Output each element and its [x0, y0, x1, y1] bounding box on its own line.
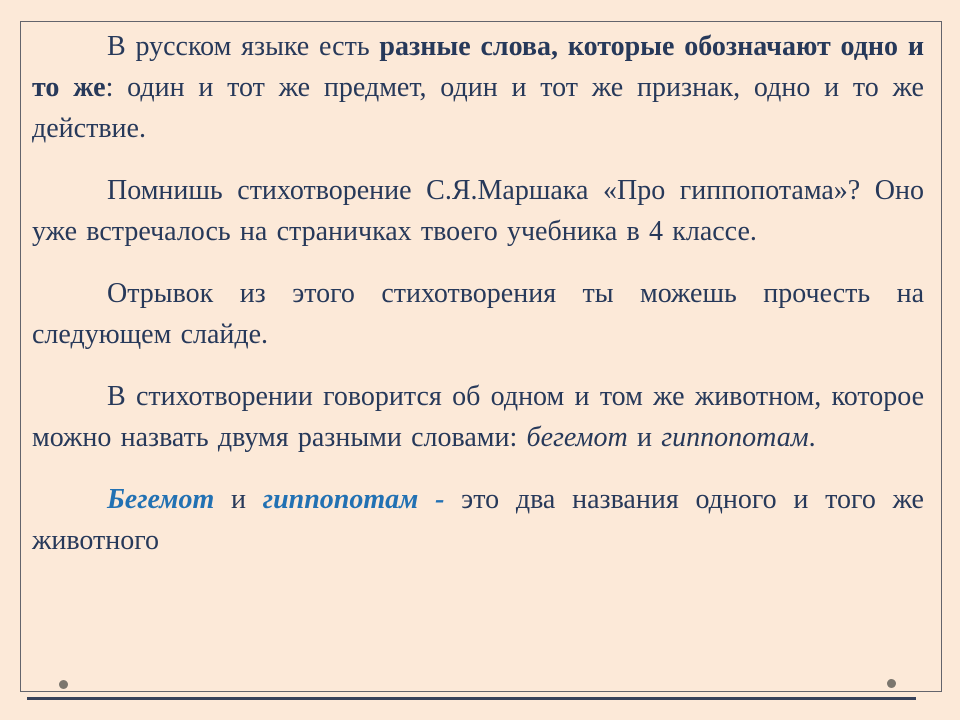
paragraph-5	[32, 479, 924, 561]
footer-line	[27, 697, 916, 700]
text-run-accent: Бегемот	[107, 484, 215, 515]
text-run-italic: гиппопотам	[661, 422, 809, 453]
text-run-normal: и	[214, 484, 263, 515]
text-run-normal: Отрывок из этого стихотворения ты можешь прочесть на следующем слайде.	[32, 278, 924, 350]
text-run-normal: В стихотворении говорится об одном и том же животном, которое можно назвать двумя разными словами:	[32, 381, 924, 453]
paragraph-2	[32, 170, 924, 252]
text-run-bold: разные слова, которые обозначают одно и то же	[32, 31, 924, 103]
footer-dot-right	[887, 679, 896, 688]
text-run-normal: и	[627, 422, 662, 453]
text-run-normal: : один и тот же предмет, один и тот же признак, одно и то же действие.	[32, 72, 924, 144]
paragraph-4	[32, 376, 924, 458]
text-run-italic: бегемот	[526, 422, 628, 453]
paragraph-3	[32, 273, 924, 355]
text-run-normal: .	[808, 422, 816, 453]
text-run-accent: гиппопотам -	[262, 484, 445, 515]
paragraph-1	[32, 26, 924, 149]
content-box	[20, 21, 942, 692]
text-run-normal: Помнишь стихотворение С.Я.Маршака «Про гиппопотама»? Оно уже встречалось на страничках твоего учебника в 4 классе.	[32, 175, 924, 247]
text-run-normal: В русском языке есть	[107, 31, 380, 62]
footer-dot-left	[59, 680, 68, 689]
text-run-normal: это два названия одного и того же животного	[32, 484, 924, 556]
slide-text	[21, 22, 941, 582]
